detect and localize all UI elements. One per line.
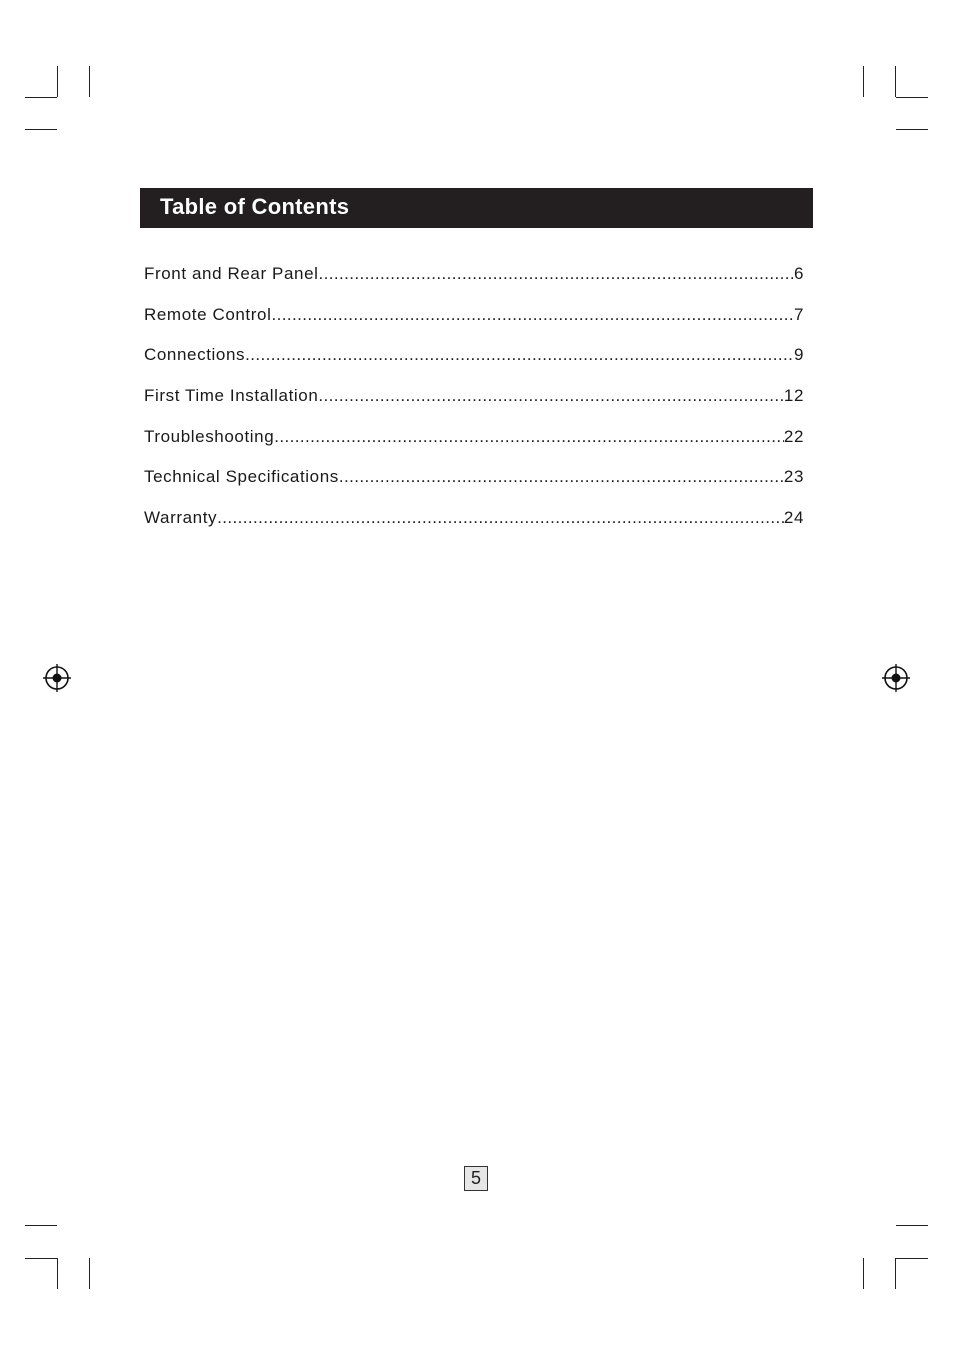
- registration-mark-icon: [43, 664, 71, 692]
- toc-dot-leader: [245, 345, 794, 365]
- crop-mark: [89, 66, 90, 97]
- crop-mark: [57, 1258, 58, 1289]
- toc-entry-label: Technical Specifications: [144, 467, 339, 487]
- crop-mark: [89, 1258, 90, 1289]
- toc-entry-label: Connections: [144, 345, 246, 365]
- crop-mark: [25, 1258, 57, 1259]
- toc-dot-leader: [339, 467, 784, 487]
- toc-entry-label: Warranty: [144, 508, 218, 528]
- toc-dot-leader: [271, 305, 793, 325]
- crop-mark: [25, 1225, 57, 1226]
- toc-entry-troubleshooting: [144, 427, 804, 468]
- page-title: Table of Contents: [160, 194, 350, 219]
- toc-entry-label: Troubleshooting: [144, 426, 275, 446]
- page-number: 5: [464, 1166, 488, 1191]
- crop-mark: [896, 129, 928, 130]
- toc-entry-connections: [144, 345, 804, 386]
- crop-mark: [25, 97, 57, 98]
- crop-mark: [896, 97, 928, 98]
- crop-mark: [863, 66, 864, 97]
- toc-entry-page: 9: [793, 345, 804, 365]
- crop-mark: [863, 1258, 864, 1289]
- crop-mark: [896, 1225, 928, 1226]
- registration-mark-icon: [882, 664, 910, 692]
- title-bar: [140, 188, 813, 228]
- crop-mark: [895, 1258, 896, 1289]
- toc-list: [144, 264, 804, 549]
- toc-dot-leader: [274, 427, 784, 447]
- toc-entry-page: 24: [783, 508, 804, 528]
- toc-entry-page: 12: [783, 386, 804, 406]
- toc-entry-first-time-installation: [144, 386, 804, 427]
- crop-mark: [896, 1258, 928, 1259]
- crop-mark: [57, 66, 58, 97]
- crop-mark: [25, 129, 57, 130]
- toc-entry-warranty: [144, 508, 804, 549]
- toc-entry-label: Remote Control: [144, 304, 272, 324]
- toc-dot-leader: [319, 264, 794, 284]
- toc-entry-front-rear-panel: [144, 264, 804, 305]
- crop-mark: [895, 66, 896, 97]
- toc-entry-label: First Time Installation: [144, 386, 319, 406]
- toc-entry-remote-control: [144, 305, 804, 346]
- toc-entry-label: Front and Rear Panel: [144, 264, 319, 283]
- toc-dot-leader: [318, 386, 783, 406]
- toc-entry-page: 23: [783, 467, 804, 487]
- toc-entry-technical-specifications: [144, 467, 804, 508]
- toc-entry-page: 22: [783, 426, 804, 446]
- toc-entry-page: 7: [793, 304, 804, 324]
- toc-dot-leader: [217, 508, 784, 528]
- toc-entry-page: 6: [793, 264, 804, 283]
